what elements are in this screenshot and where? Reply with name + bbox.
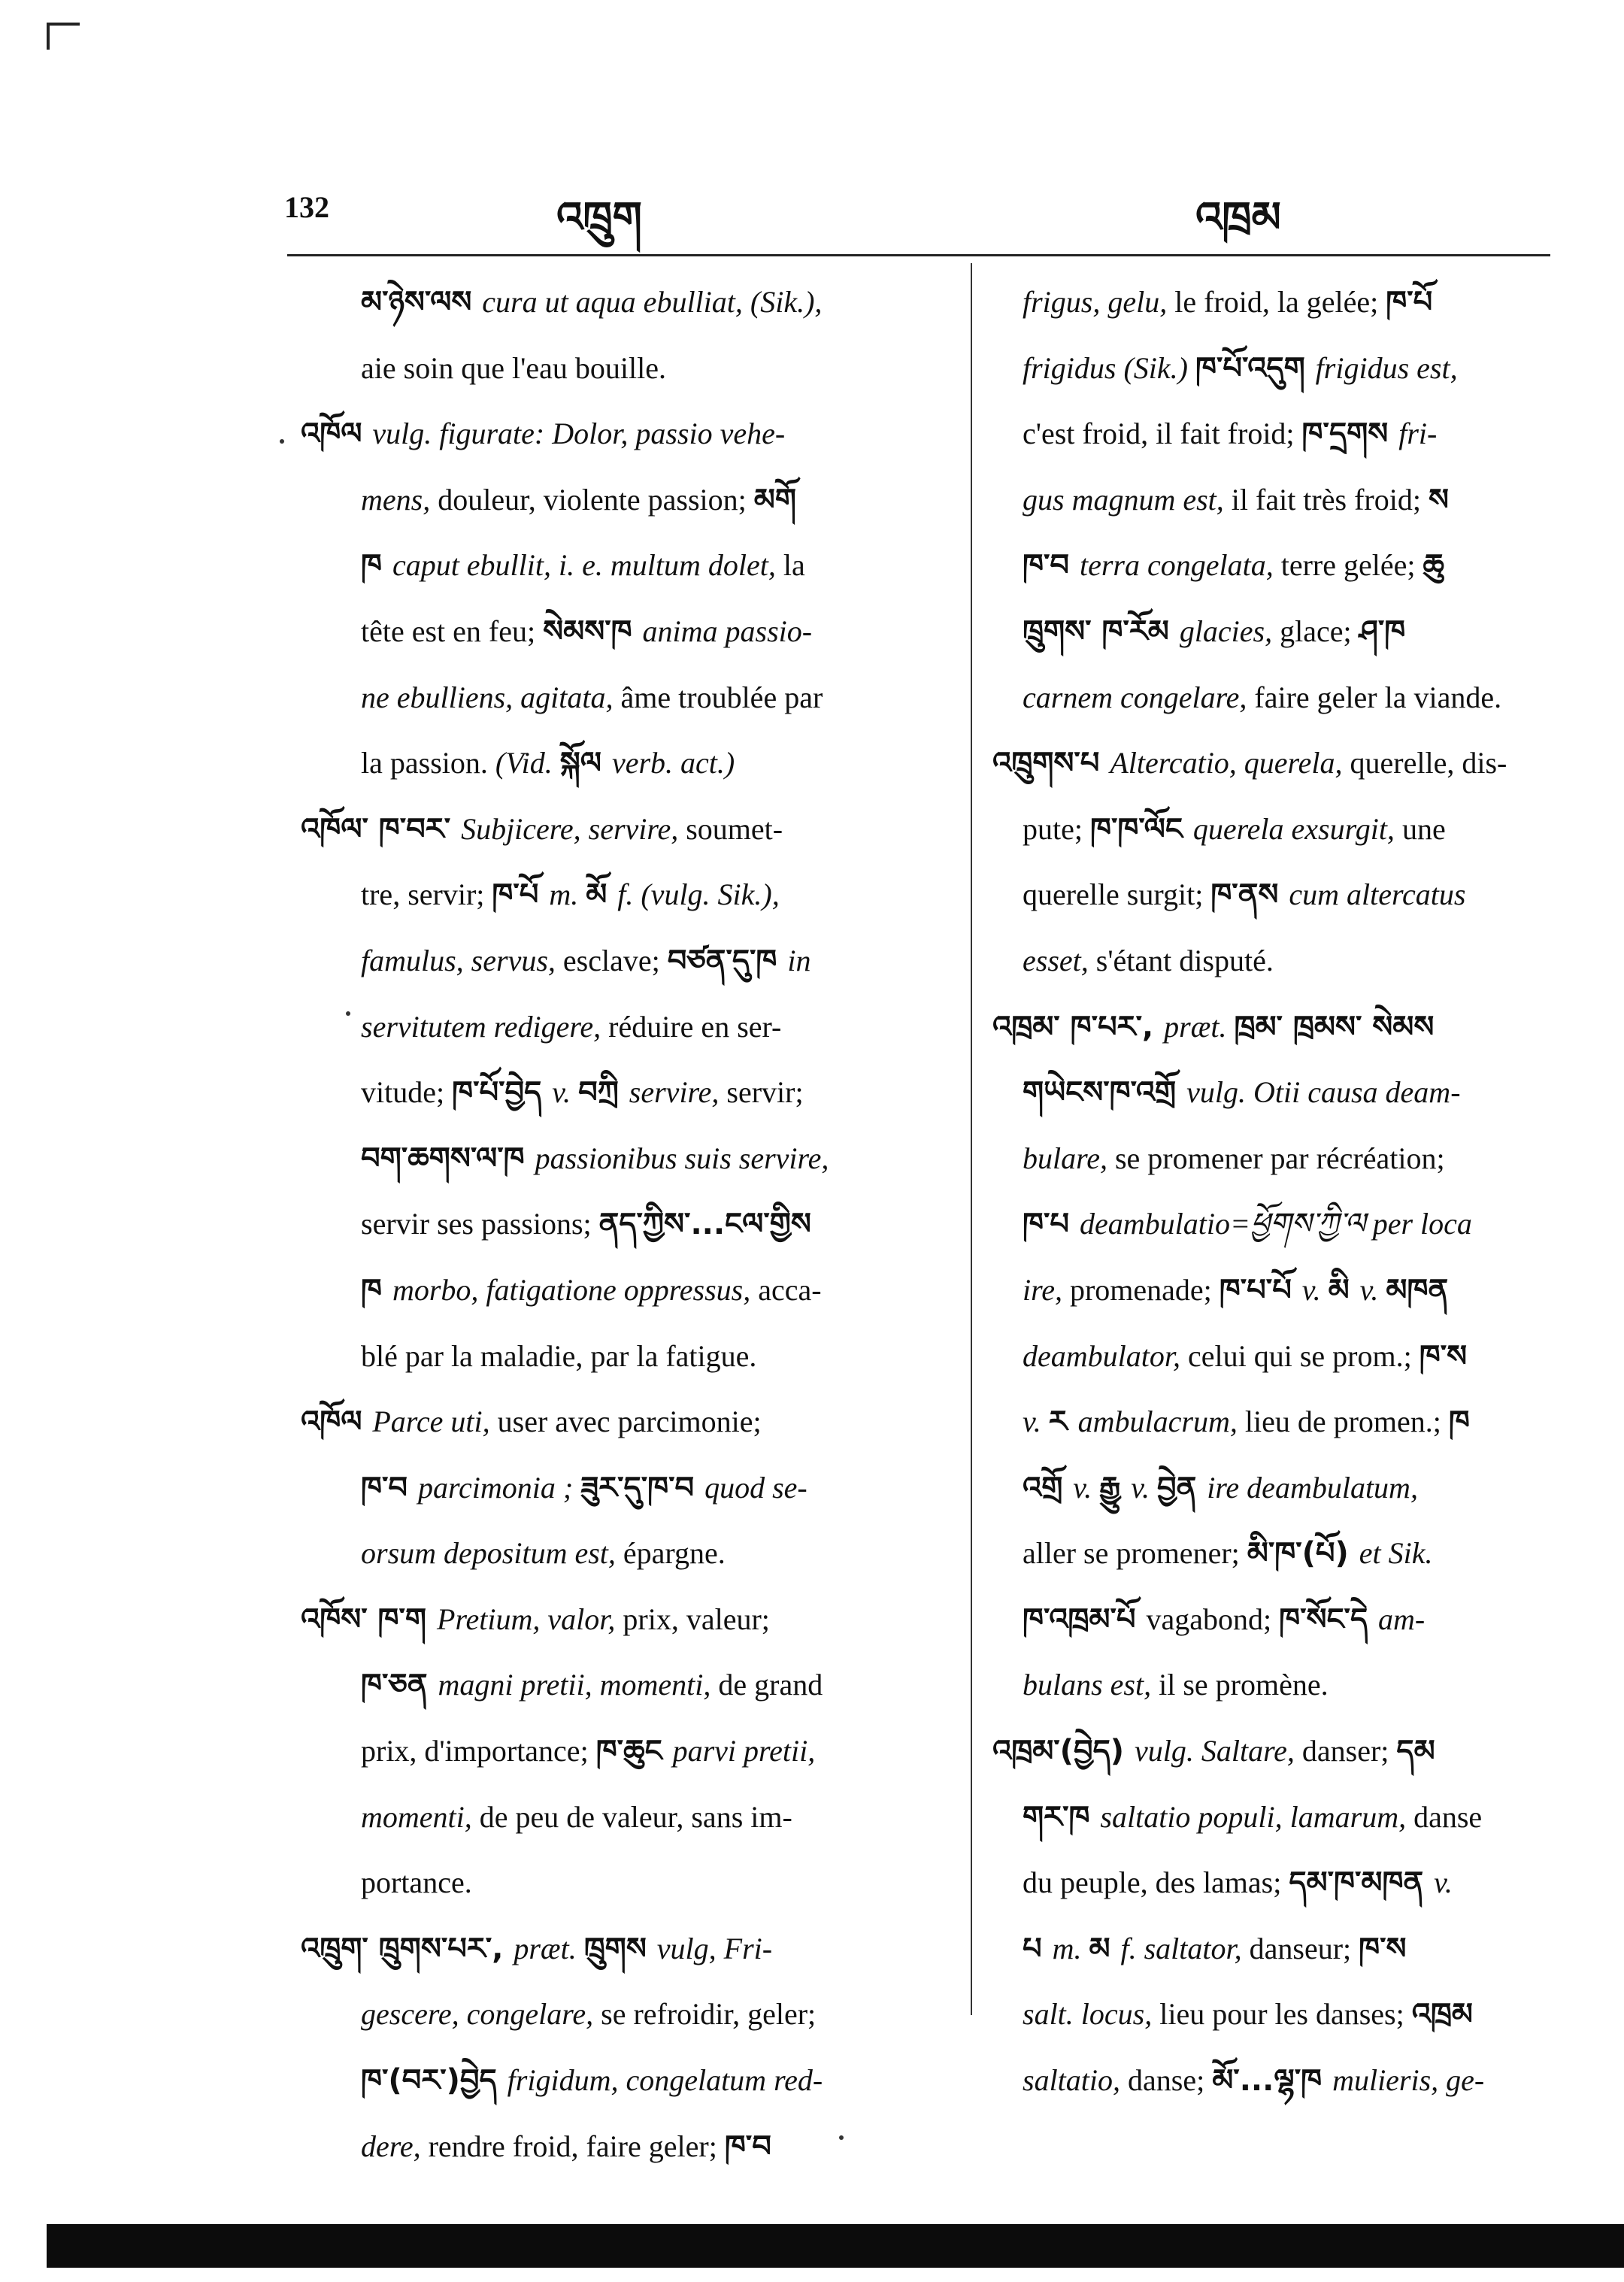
dictionary-line (301, 1059, 955, 1126)
dictionary-line (301, 335, 955, 402)
french-text: aller se promener; (1023, 1536, 1247, 1571)
french-text: lieu de promen.; (1237, 1405, 1449, 1439)
tibetan-text: ཤ་ཁ (1359, 614, 1406, 649)
latin-text: v. (1301, 1272, 1329, 1307)
latin-text: orsum depositum est, (361, 1536, 616, 1571)
tibetan-text: ཁ་པོ་འདུག (1195, 350, 1316, 386)
tibetan-text: ཁ་ཁ་ལོང (1089, 811, 1193, 847)
latin-text: ambulacrum, (1077, 1405, 1238, 1439)
tibetan-text: ཁ་པོ (492, 877, 550, 913)
latin-text: caput ebullit, i. e. multum dolet, (392, 548, 776, 583)
dictionary-line (301, 665, 955, 731)
latin-text: saltatio, (1023, 2063, 1121, 2098)
dictionary-line (992, 1916, 1579, 1982)
latin-text: bulans est, (1023, 1668, 1152, 1702)
tibetan-text: ཁ (1448, 1405, 1470, 1440)
latin-text: anima passio- (642, 614, 813, 648)
tibetan-text: ཁ་སོང་དེ (1279, 1602, 1379, 1637)
tibetan-text: ཁ་ཆུང (595, 1734, 673, 1769)
dictionary-line (992, 1586, 1579, 1653)
latin-text: saltatio populi, lamarum, (1100, 1799, 1407, 1834)
tibetan-text: མགོ (753, 482, 797, 517)
latin-text: verb. act.) (611, 746, 735, 780)
french-text: la (775, 548, 805, 583)
dictionary-line (992, 928, 1579, 994)
dictionary-line (992, 1389, 1579, 1455)
tibetan-text: ཁ་དྲགས (1301, 417, 1399, 452)
french-text: se refroidir, geler; (593, 1997, 817, 2032)
french-text: blé par la maladie, par la fatigue. (361, 1338, 757, 1373)
dictionary-line (992, 269, 1579, 335)
dictionary-line (301, 1191, 955, 1257)
latin-text: parvi pretii, (672, 1734, 816, 1768)
tibetan-text: མོ་...ལྷ་ཁ (1212, 2063, 1333, 2099)
french-text: glace; (1272, 614, 1359, 648)
tibetan-text: སེམས་ཁ (543, 614, 643, 649)
dictionary-line (992, 1323, 1579, 1390)
dictionary-line (301, 1323, 955, 1390)
dictionary-line (301, 2114, 955, 2180)
french-text: vitude; (361, 1075, 453, 1110)
french-text: faire geler la viande. (1247, 680, 1502, 714)
french-text: de peu de valeur, sans im- (471, 1799, 792, 1834)
latin-text: mulieris, ge- (1332, 2063, 1485, 2098)
running-head-right: འཁྲམ (1195, 193, 1281, 242)
tibetan-text: འཁྲུག་ ཁྲུགས་པར་, (301, 1931, 514, 1966)
tibetan-text: ར (1048, 1405, 1078, 1440)
tibetan-text: པ (1023, 1931, 1053, 1966)
latin-text: cum altercatus (1289, 877, 1466, 912)
dictionary-line (301, 1784, 955, 1850)
dictionary-line (301, 928, 955, 994)
latin-text: præt. (1164, 1009, 1235, 1044)
tibetan-text: དམ (1396, 1734, 1435, 1769)
dictionary-line (301, 1718, 955, 1784)
dictionary-line (301, 994, 955, 1060)
tibetan-text: འགྲོ (1023, 1470, 1074, 1505)
dictionary-line (992, 1126, 1579, 1192)
latin-text: esset, (1023, 943, 1089, 977)
tibetan-text: ཁ་(བར་)བྱེད (361, 2063, 508, 2099)
latin-text: mens, (361, 482, 431, 517)
tibetan-text: ཁ་བ (724, 2129, 771, 2164)
french-text: le froid, la gelée; (1167, 285, 1386, 319)
french-text: âme troublée par (613, 680, 823, 714)
latin-text: m. (549, 877, 586, 912)
french-text: douleur, violente passion; (430, 482, 754, 517)
latin-text: Subjicere, servire, (461, 811, 679, 846)
tibetan-text: ཁ་པོ (1386, 285, 1433, 320)
latin-text: magni pretii, momenti, (438, 1668, 711, 1702)
latin-text: servitutem redigere, (361, 1009, 601, 1044)
french-text: soumet- (678, 811, 783, 846)
latin-text: Pretium, valor, (437, 1602, 616, 1636)
scan-edge-bar (47, 2224, 1624, 2268)
dictionary-line (992, 1191, 1579, 1257)
dictionary-line (992, 1652, 1579, 1718)
dictionary-line (992, 467, 1579, 533)
french-text: promenade; (1062, 1272, 1220, 1307)
french-text: user avec parcimonie; (489, 1405, 762, 1439)
french-text: du peuple, des lamas; (1023, 1865, 1289, 1900)
tibetan-text: ཁ (361, 1272, 392, 1308)
dictionary-line (992, 796, 1579, 862)
french-text: danser; (1294, 1734, 1397, 1768)
french-text: une (1394, 811, 1446, 846)
tibetan-text: ཁ་འཁྲམ་པོ (1023, 1602, 1147, 1637)
dictionary-line (301, 1257, 955, 1323)
dictionary-line (301, 796, 955, 862)
french-text: lieu pour les danses; (1152, 1997, 1412, 2032)
latin-text: in (787, 943, 811, 977)
crop-mark-vertical (47, 23, 50, 50)
tibetan-text: འཁོལ (301, 1405, 373, 1440)
dictionary-line (992, 1059, 1579, 1126)
french-text: il se promène. (1151, 1668, 1329, 1702)
french-text: terre gelée; (1273, 548, 1423, 583)
latin-text: parcimonia ; (417, 1470, 581, 1505)
dictionary-line (992, 335, 1579, 402)
tibetan-text: ཁ་བ (361, 1470, 418, 1505)
running-head-left: འཁྲུག (556, 193, 642, 242)
tibetan-text: ཁ་པ་པོ (1219, 1272, 1302, 1308)
tibetan-text: ཁ་པོ་བྱེད (452, 1075, 553, 1111)
french-text: acca- (750, 1272, 822, 1307)
tibetan-text: གར་ཁ (1023, 1799, 1101, 1835)
french-text: de grand (710, 1668, 823, 1702)
french-text: servir; (719, 1075, 804, 1110)
latin-text: terra congelata, (1079, 548, 1274, 583)
tibetan-text: འཁྲམ་ ཁ་པར་, (992, 1009, 1165, 1044)
latin-text: v. (1023, 1405, 1049, 1439)
latin-text: gus magnum est, (1023, 482, 1224, 517)
right-column (992, 269, 1579, 2114)
column-divider (971, 263, 972, 2015)
dictionary-line (301, 862, 955, 928)
dictionary-line (301, 1652, 955, 1718)
french-text: prix, d'importance; (361, 1734, 596, 1768)
latin-text: v. (1434, 1865, 1453, 1900)
french-text: épargne. (615, 1536, 726, 1571)
tibetan-text: ཁྲུགས (583, 1931, 657, 1966)
dictionary-line (301, 1126, 955, 1192)
tibetan-text: བཙན་དུ་ཁ (667, 943, 788, 978)
french-text: se promener par récréation; (1107, 1141, 1445, 1175)
latin-text: vulg. Otii causa deam- (1186, 1075, 1461, 1110)
latin-text: am- (1378, 1602, 1426, 1636)
latin-text: ne ebulliens, agitata, (361, 680, 614, 714)
french-text: la passion. (361, 746, 495, 780)
tibetan-text: བྱེན (1156, 1470, 1207, 1505)
latin-text: frigus, gelu, (1023, 285, 1168, 319)
tibetan-text: ཁ་ས (1359, 1931, 1407, 1966)
tibetan-text: གཡེངས་ཁ་འགྲོ (1023, 1075, 1187, 1111)
latin-text: frigidus (Sik.) (1023, 350, 1195, 385)
latin-text: cura ut aqua ebulliat, (Sik.), (482, 285, 823, 319)
dictionary-line (992, 1520, 1579, 1586)
dictionary-line (301, 1850, 955, 1916)
tibetan-text: ཁ་བ (1023, 548, 1080, 583)
french-text: il fait très froid; (1223, 482, 1429, 517)
french-text: celui qui se prom.; (1180, 1338, 1419, 1373)
french-text: vagabond; (1146, 1602, 1280, 1636)
latin-text: vulg. figurate: Dolor, passio vehe- (372, 417, 786, 451)
latin-text: v. (1359, 1272, 1386, 1307)
latin-text: frigidum, congelatum red- (507, 2063, 823, 2098)
tibetan-text: མ (1089, 1931, 1121, 1966)
french-text: aie soin que l'eau bouille. (361, 350, 666, 385)
latin-text: ire deambulatum, (1207, 1470, 1418, 1505)
tibetan-text: ཆུ (1423, 548, 1444, 583)
french-text: danse; (1120, 2063, 1213, 2098)
page-number: 132 (284, 190, 329, 224)
tibetan-text: བཀྲི (578, 1075, 629, 1111)
french-text: querelle, dis- (1342, 746, 1507, 780)
french-text: pute; (1023, 811, 1090, 846)
french-text: prix, valeur; (615, 1602, 770, 1636)
tibetan-text: སྐོལ (559, 746, 612, 781)
tibetan-text: འཁོས་ ཁ་ག (301, 1602, 438, 1637)
french-text: esclave; (555, 943, 668, 977)
french-text: réduire en ser- (601, 1009, 782, 1044)
tibetan-text: ཟུར་དུ་ཁ་བ (580, 1470, 705, 1505)
dictionary-line (301, 730, 955, 796)
tibetan-text: ཁ་ས (1419, 1338, 1468, 1374)
latin-text: morbo, fatigatione oppressus, (392, 1272, 751, 1307)
dictionary-line (992, 1850, 1579, 1916)
tibetan-text: དམ་ཁ་མཁན (1289, 1865, 1435, 1901)
dictionary-line (992, 2047, 1579, 2114)
dictionary-line (301, 269, 955, 335)
french-text: danse (1406, 1799, 1483, 1834)
latin-text: ire, (1023, 1272, 1062, 1307)
latin-text: gescere, congelare, (361, 1997, 594, 2032)
dictionary-line (992, 532, 1579, 599)
latin-text: deambulatio=ཕྱོགས་ཀྱི་ལ per loca (1079, 1207, 1472, 1241)
header-rule (287, 254, 1550, 256)
dictionary-line (992, 1455, 1579, 1521)
latin-text: passionibus suis servire, (535, 1141, 829, 1175)
tibetan-text: མ་ཉེས་ལས (361, 285, 483, 320)
latin-text: glacies, (1179, 614, 1273, 648)
french-text: rendre froid, faire geler; (420, 2129, 725, 2163)
latin-text: (Vid. (495, 746, 560, 780)
latin-text: f. saltator, (1120, 1931, 1242, 1965)
french-text: querelle surgit; (1023, 877, 1211, 912)
latin-text: vulg, Fri- (656, 1931, 773, 1965)
tibetan-text: མི (1328, 1272, 1360, 1308)
dictionary-line (301, 532, 955, 599)
tibetan-text: འཁོལ་ ཁ་བར་ (301, 811, 462, 847)
latin-text: momenti, (361, 1799, 472, 1834)
dictionary-line (992, 730, 1579, 796)
dictionary-line (301, 1916, 955, 1982)
tibetan-text: འཁྲུགས་པ (992, 746, 1110, 781)
dictionary-line (992, 665, 1579, 731)
french-text: tre, servir; (361, 877, 492, 912)
tibetan-text: ཁ་ཅན (361, 1668, 438, 1703)
dictionary-line (301, 401, 955, 467)
speck (280, 439, 284, 444)
dictionary-line (992, 1784, 1579, 1850)
dictionary-line (992, 1257, 1579, 1323)
dictionary-line (301, 1586, 955, 1653)
french-text: servir ses passions; (361, 1207, 599, 1241)
dictionary-line (992, 401, 1579, 467)
latin-text: dere, (361, 2129, 421, 2163)
latin-text: Parce uti, (372, 1405, 490, 1439)
tibetan-text: འཁྲམ་(བྱེད) (992, 1734, 1135, 1769)
latin-text: fri- (1398, 417, 1438, 451)
tibetan-text: འཁྲམ (1411, 1997, 1474, 2032)
tibetan-text: ཁ་ནས (1210, 877, 1289, 913)
latin-text: f. (vulg. Sik.), (617, 877, 780, 912)
dictionary-line (301, 1981, 955, 2047)
latin-text: famulus, servus, (361, 943, 556, 977)
dictionary-line (301, 467, 955, 533)
dictionary-line (992, 994, 1579, 1060)
left-column (301, 269, 955, 2179)
dictionary-line (301, 2047, 955, 2114)
dictionary-line (301, 599, 955, 665)
latin-text: Altercatio, querela, (1110, 746, 1343, 780)
latin-text: salt. locus, (1023, 1997, 1153, 2032)
latin-text: v. (552, 1075, 579, 1110)
french-text: c'est froid, il fait froid; (1023, 417, 1302, 451)
dictionary-line (992, 1981, 1579, 2047)
tibetan-text: རྒྱུ (1099, 1470, 1132, 1505)
tibetan-text: ཁ (361, 548, 392, 583)
tibetan-text: མཁན (1386, 1272, 1449, 1308)
dictionary-line (301, 1389, 955, 1455)
tibetan-text: མི་ཁ་(པོ) (1247, 1536, 1359, 1571)
latin-text: v. (1073, 1470, 1100, 1505)
latin-text: querela exsurgit, (1192, 811, 1395, 846)
latin-text: frigidus est, (1315, 350, 1458, 385)
latin-text: quod se- (704, 1470, 807, 1505)
dictionary-line (992, 862, 1579, 928)
tibetan-text: མོ (586, 877, 618, 913)
speck (346, 1011, 350, 1016)
french-text: s'étant disputé. (1088, 943, 1274, 977)
dictionary-line (301, 1455, 955, 1521)
latin-text: m. (1052, 1931, 1089, 1965)
tibetan-text: ཁྲུགས་ ཁ་རོམ (1023, 614, 1180, 649)
dictionary-line (992, 1718, 1579, 1784)
tibetan-text: ནད་ཀྱིས་...ངལ་གྱིས (598, 1207, 811, 1242)
tibetan-text: བག་ཆགས་ལ་ཁ (361, 1141, 535, 1176)
latin-text: deambulator, (1023, 1338, 1180, 1373)
latin-text: carnem congelare, (1023, 680, 1247, 714)
dictionary-line (301, 1520, 955, 1586)
latin-text: et Sik. (1359, 1536, 1433, 1571)
french-text: portance. (361, 1865, 472, 1900)
latin-text: præt. (514, 1931, 584, 1965)
french-text: tête est en feu; (361, 614, 544, 648)
french-text: danseur; (1241, 1931, 1359, 1965)
tibetan-text: འཁོལ (301, 417, 373, 452)
latin-text: v. (1131, 1470, 1157, 1505)
latin-text: bulare, (1023, 1141, 1107, 1175)
dictionary-line (992, 599, 1579, 665)
tibetan-text: ཁ་པ (1023, 1207, 1080, 1242)
crop-mark (47, 23, 80, 26)
latin-text: vulg. Saltare, (1134, 1734, 1295, 1768)
speck (839, 2135, 844, 2140)
tibetan-text: ཁྲམ་ ཁྲམས་ སེམས (1234, 1009, 1435, 1044)
tibetan-text: ས (1428, 482, 1449, 517)
latin-text: servire, (629, 1075, 720, 1110)
